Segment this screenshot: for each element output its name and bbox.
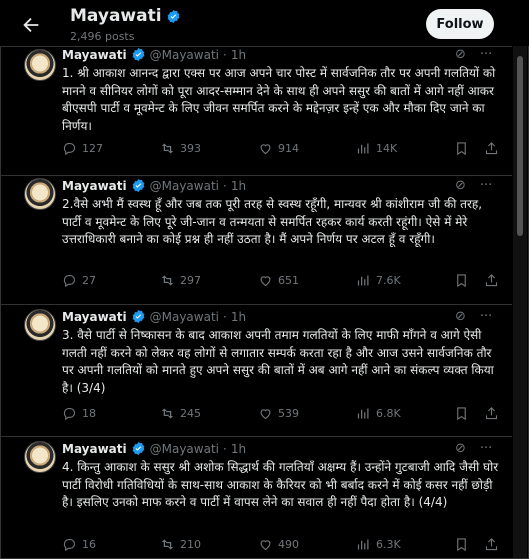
tweet-top-icons (455, 441, 492, 456)
tweet-actions (62, 537, 502, 555)
profile-name-text: Mayawati (70, 6, 162, 26)
repost-icon (160, 273, 175, 288)
reply-icon (62, 141, 77, 156)
avatar[interactable] (24, 49, 56, 81)
share-icon (484, 537, 499, 552)
bookmark-button[interactable] (454, 141, 469, 159)
reply-button[interactable] (62, 141, 103, 156)
like-button[interactable] (258, 537, 299, 552)
grok-icon[interactable]: ⊘ (455, 178, 466, 193)
repost-button[interactable] (160, 537, 201, 552)
bookmark-icon (454, 273, 469, 288)
author-name[interactable]: Mayawati (62, 309, 127, 324)
share-icon (484, 273, 499, 288)
reply-icon (62, 537, 77, 552)
bookmark-icon (454, 406, 469, 421)
bookmark-icon (454, 537, 469, 552)
share-button[interactable] (484, 537, 499, 555)
tweet-top-icons (455, 309, 492, 324)
bookmark-button[interactable] (454, 537, 469, 555)
reply-button[interactable] (62, 406, 96, 421)
dot-separator: · (223, 47, 227, 62)
repost-icon (160, 141, 175, 156)
author-handle[interactable]: @Mayawati (149, 309, 219, 324)
posts-count: 2,496 posts (70, 30, 135, 43)
tweet-text: 1. श्री आकाश आनन्द द्वारा एक्स पर आज अपने चार पोस्ट में सार्वजनिक तौर पर अपनी गलतियों को मानने व सीनियर लोगों को पूरा आदर-सम्मान देने के साथ ही अपने ससुर की बातों में आगे नहीं आकर बीएसपी पार्टी व मूवमेन्ट के लिए जीवन समर्पित करने के मद्देनज़र इन्हें एक और मौका दिए जाने का निर्णय। (62, 66, 496, 133)
tweet-actions (62, 273, 502, 291)
scrollbar[interactable] (513, 46, 527, 558)
reply-button[interactable] (62, 537, 96, 552)
tweet-text: 3. वैसे पार्टी से निष्कासन के बाद आकाश अपनी तमाम गलतियों के लिए माफी मॉंगने व आगे ऐसी गलती नहीं करने को लेकर वह लोगों से लगातार सम्पर्क करता रहा है और आज उसने सार्वजनिक तौर पर अपनी गलतियों को मानते हुए अपने ससुर की बातों में अब आगे नहीं आने का संकल्प व्यक्त किया है। (3/4) (62, 328, 494, 395)
tweet-time[interactable]: 1h (230, 441, 247, 456)
repost-count: 210 (180, 538, 201, 551)
like-count: 914 (278, 142, 299, 155)
repost-button[interactable] (160, 406, 201, 421)
views-icon (356, 537, 371, 552)
avatar[interactable] (24, 309, 56, 341)
tweet-time[interactable]: 1h (230, 178, 247, 193)
tweet-3[interactable] (0, 304, 512, 435)
views-count: 14K (376, 142, 398, 155)
author-handle[interactable]: @Mayawati (149, 47, 219, 62)
scrollbar-thumb[interactable] (517, 56, 523, 236)
share-button[interactable] (484, 141, 499, 159)
like-count: 651 (278, 274, 299, 287)
bookmark-button[interactable] (454, 406, 469, 424)
views-icon (356, 273, 371, 288)
views-button[interactable] (356, 141, 397, 156)
verified-badge-icon (131, 309, 146, 324)
bookmark-icon (454, 141, 469, 156)
tweet-text: 4. किन्तु आकाश के ससुर श्री अशोक सिद्धार्थ की गलतियाँ अक्षम्य हैं। उन्होंने गुटबाजी आदि जैसी घोर पार्टी विरोधी गतिविधियों के साथ-साथ आकाश के कैरियर को भी बर्बाद करने में कोई कसर नहीं छोड़ी है। इसलिए उनको माफ करने व पार्टी में वापस लेने का सवाल ही नहीं पैदा होता है। (4/4) (62, 460, 499, 509)
author-name[interactable]: Mayawati (62, 441, 127, 456)
like-icon (258, 537, 273, 552)
like-icon (258, 406, 273, 421)
like-icon (258, 273, 273, 288)
share-icon (484, 141, 499, 156)
repost-icon (160, 406, 175, 421)
tweet-header (62, 47, 246, 62)
views-icon (356, 406, 371, 421)
more-icon[interactable]: ··· (479, 309, 493, 324)
share-button[interactable] (484, 406, 499, 424)
verified-badge-icon (131, 178, 146, 193)
reply-count: 16 (82, 538, 96, 551)
author-handle[interactable]: @Mayawati (149, 178, 219, 193)
tweet-time[interactable]: 1h (230, 309, 247, 324)
profile-name (70, 6, 181, 26)
reply-count: 18 (82, 407, 96, 420)
views-icon (356, 141, 371, 156)
repost-button[interactable] (160, 141, 201, 156)
author-name[interactable]: Mayawati (62, 47, 127, 62)
reply-button[interactable] (62, 273, 96, 288)
more-icon[interactable]: ··· (479, 47, 493, 62)
tweet-2[interactable] (0, 175, 512, 303)
profile-header (0, 0, 529, 46)
tweet-header (62, 441, 246, 456)
tweet-header (62, 309, 246, 324)
tweet-actions (62, 406, 502, 424)
like-button[interactable] (258, 141, 299, 156)
tweet-header (62, 178, 246, 193)
tweet-top-icons (455, 47, 492, 62)
views-button[interactable] (356, 273, 401, 288)
grok-icon[interactable]: ⊘ (455, 47, 466, 62)
tweet-text: 2.वैसे अभी मैं स्वस्थ हूँ और जब तक पूरी तरह से स्वस्थ रहूँगी, मान्यवर श्री कांशीराम जी की तरह, पार्टी व मूवमेन्ट के लिए पूरे जी-जान व तन्मयता से समर्पित रहकर कार्य करती रहूंगी। ऐसे में मेरे उत्तराधिकारी बनाने का कोई प्रश्न ही नहीं उठता है। मैं अपने निर्णय पर अटल हूँ व रहूँगी। (62, 197, 483, 246)
like-count: 539 (278, 407, 299, 420)
repost-count: 245 (180, 407, 201, 420)
dot-separator: · (223, 441, 227, 456)
repost-button[interactable] (160, 273, 201, 288)
reply-count: 27 (82, 274, 96, 287)
author-name[interactable]: Mayawati (62, 178, 127, 193)
dot-separator: · (223, 309, 227, 324)
views-button[interactable] (356, 406, 401, 421)
verified-badge-icon (131, 441, 146, 456)
tweet-time[interactable]: 1h (230, 47, 247, 62)
reply-count: 127 (82, 142, 103, 155)
tweet-actions (62, 141, 502, 159)
more-icon[interactable]: ··· (479, 178, 493, 193)
avatar[interactable] (24, 441, 56, 473)
tweet-top-icons (455, 178, 492, 193)
dot-separator: · (223, 178, 227, 193)
tweet-4[interactable] (0, 436, 512, 558)
reply-icon (62, 406, 77, 421)
tweet-1[interactable] (0, 46, 512, 165)
like-button[interactable] (258, 406, 299, 421)
follow-button[interactable]: Follow (426, 9, 494, 39)
more-icon[interactable]: ··· (479, 441, 493, 456)
like-icon (258, 141, 273, 156)
grok-icon[interactable]: ⊘ (455, 441, 466, 456)
views-button[interactable] (356, 537, 401, 552)
share-icon (484, 406, 499, 421)
reply-icon (62, 273, 77, 288)
like-button[interactable] (258, 273, 299, 288)
repost-count: 393 (180, 142, 201, 155)
repost-icon (160, 537, 175, 552)
views-count: 6.8K (376, 407, 401, 420)
share-button[interactable] (484, 273, 499, 291)
views-count: 6.3K (376, 538, 401, 551)
like-count: 490 (278, 538, 299, 551)
avatar[interactable] (24, 178, 56, 210)
repost-count: 297 (180, 274, 201, 287)
bookmark-button[interactable] (454, 273, 469, 291)
verified-badge-icon (131, 47, 146, 62)
grok-icon[interactable]: ⊘ (455, 309, 466, 324)
verified-badge-icon (166, 9, 181, 24)
author-handle[interactable]: @Mayawati (149, 441, 219, 456)
views-count: 7.6K (376, 274, 401, 287)
back-arrow-icon[interactable] (20, 14, 42, 36)
